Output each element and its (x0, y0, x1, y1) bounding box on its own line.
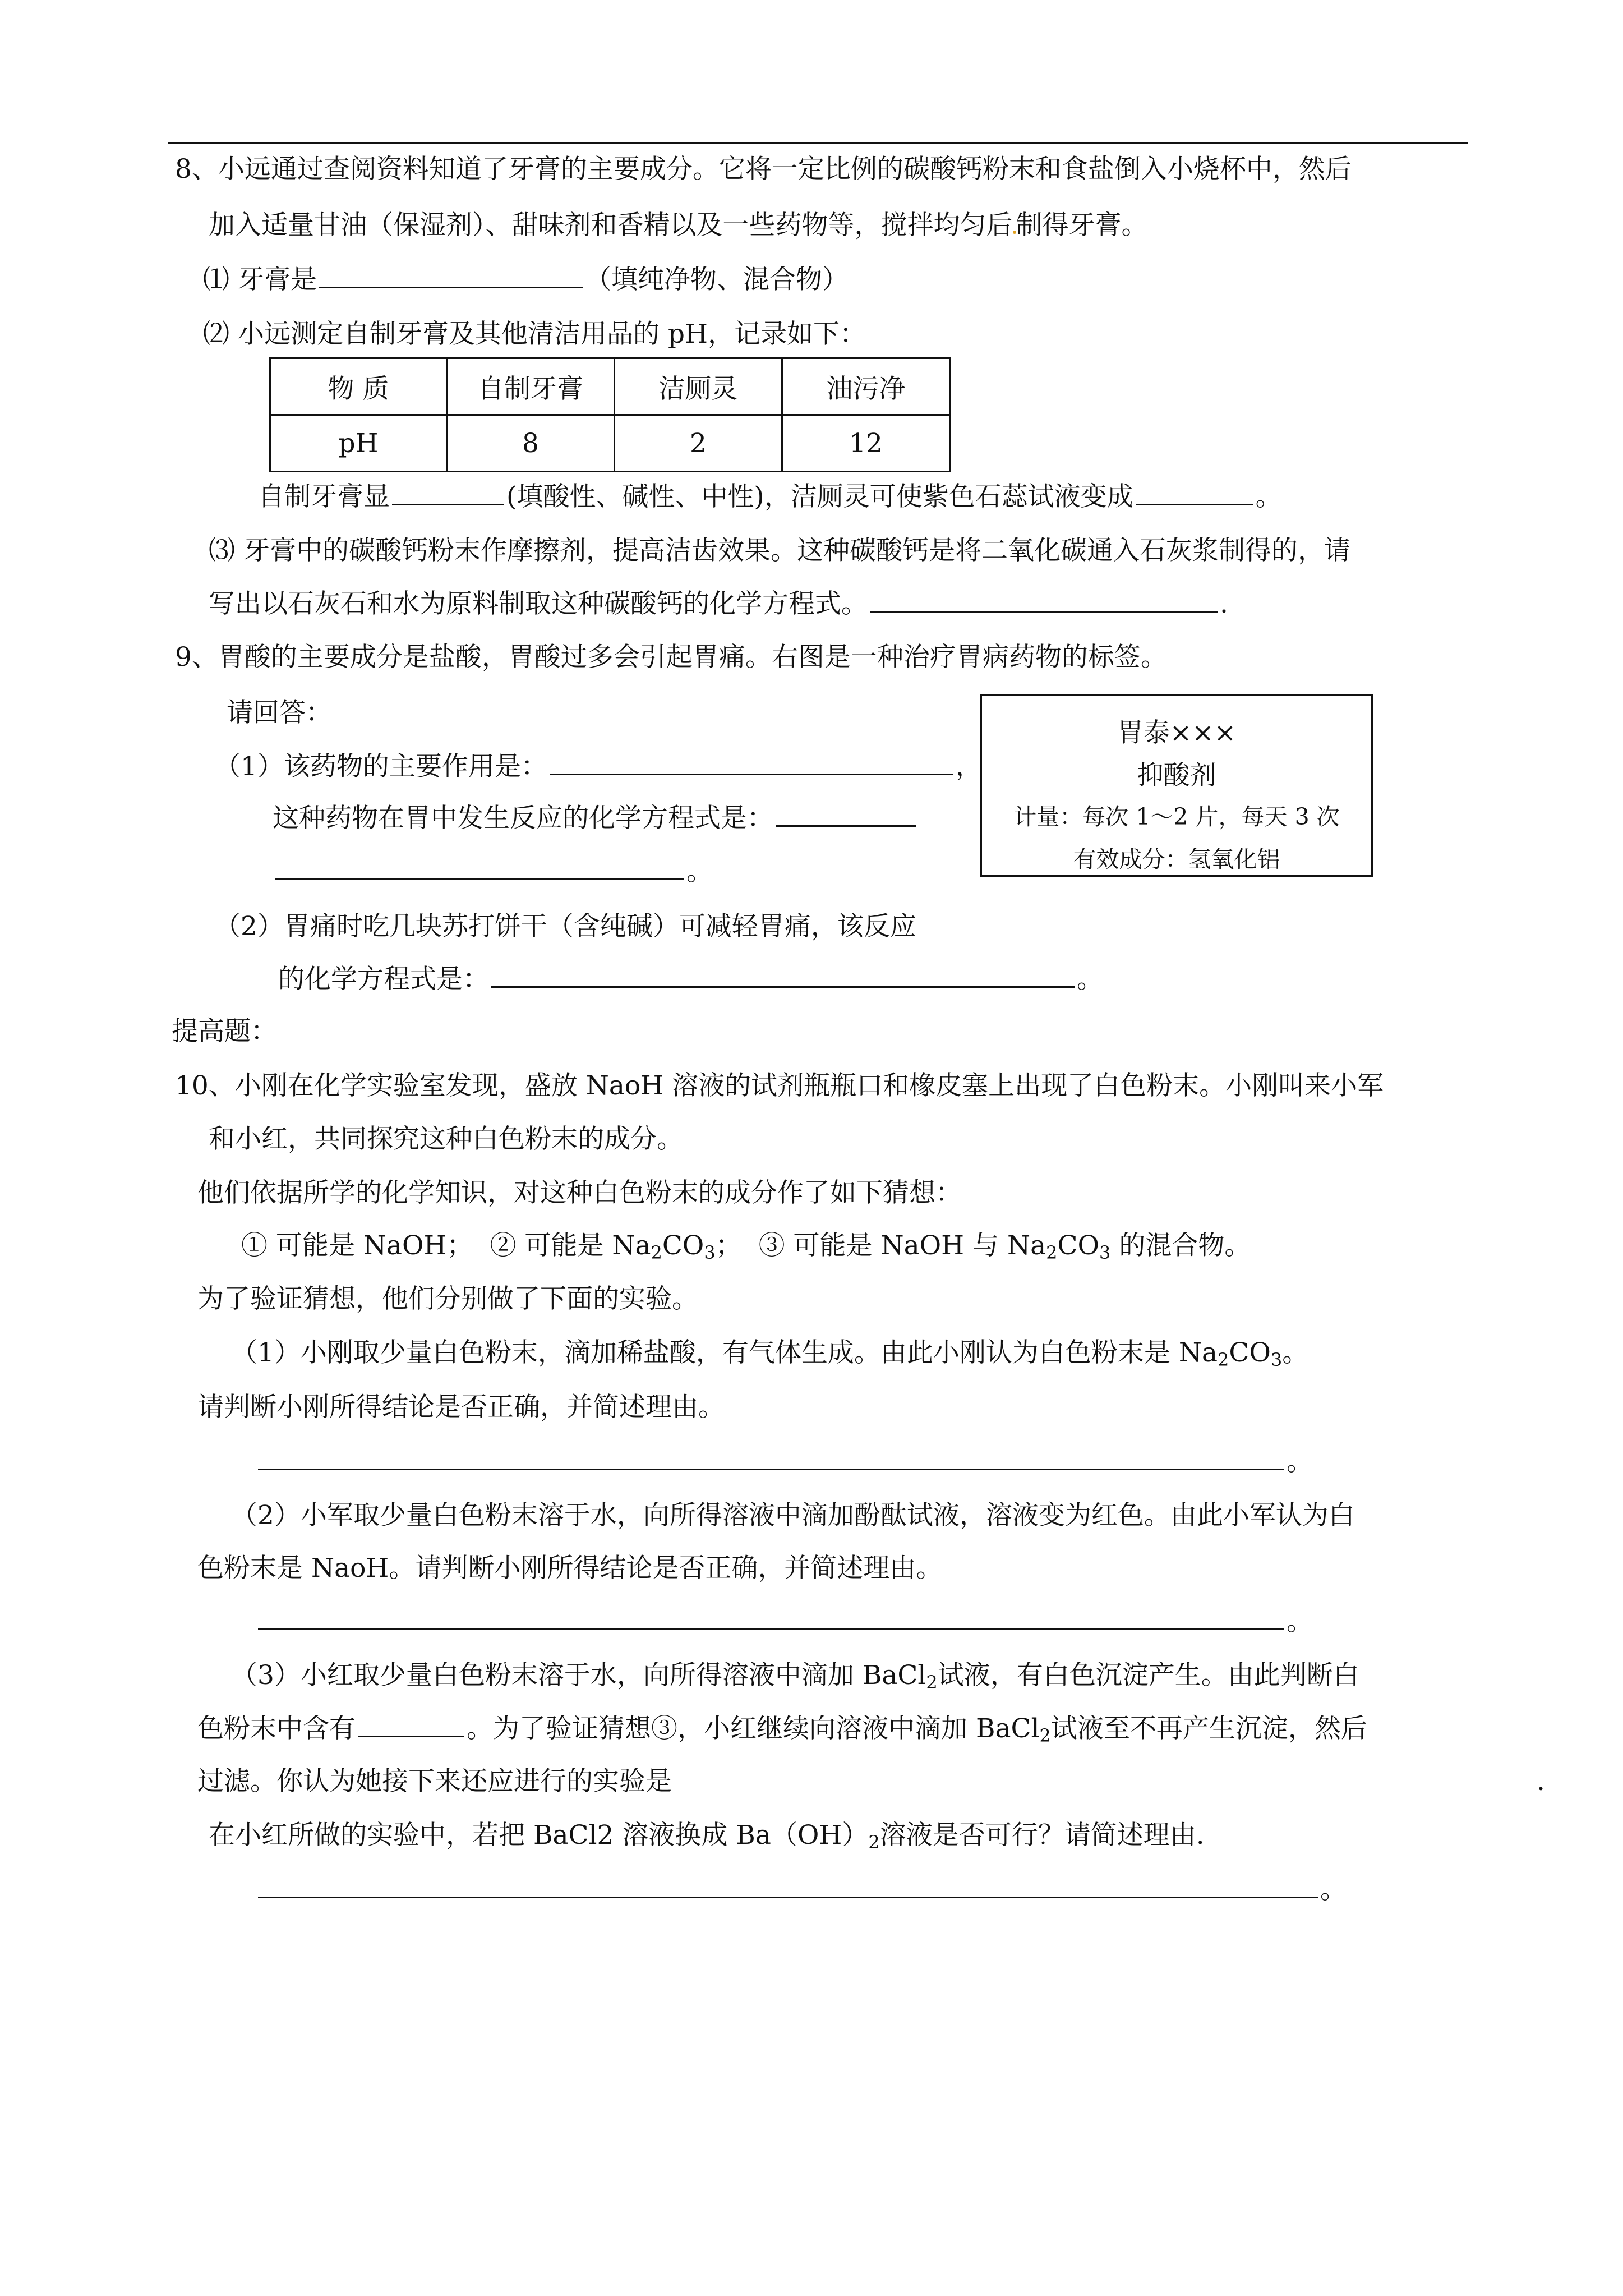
exp3-line2-end: 试液至不再产生沉淀，然后 (1050, 1713, 1367, 1744)
exp3-contains-blank[interactable] (358, 1735, 464, 1737)
table-row (270, 415, 950, 472)
medicine-label (980, 694, 1373, 877)
q10-exp3-line3: 过滤。你认为她接下来还应进行的实验是 (197, 1766, 672, 1797)
q10-exp3-line1 (231, 1660, 1359, 1693)
table-cell: 洁厕灵 (615, 358, 782, 415)
q10-exp2-answer (256, 1608, 1313, 1635)
q9-sub2-end: 。 (1077, 964, 1103, 995)
exp2-answer-end: 。 (1287, 1606, 1313, 1637)
q9-prompt: 请回答： (227, 697, 332, 728)
table-cell: 12 (782, 415, 950, 472)
medicine-name: 胃泰××× (1117, 717, 1237, 748)
table-cell: 2 (615, 415, 782, 472)
q10-exp3-line3-end: . (1537, 1766, 1545, 1797)
q9-sub1-line3 (273, 858, 713, 885)
q8-after-table-mid: (填酸性、碱性、中性)，洁厕灵可使紫色石蕊试液变成 (506, 481, 1133, 512)
exp3-text: （3）小红取少量白色粉末溶于水，向所得溶液中滴加 BaCl (231, 1660, 926, 1691)
subscript: 2 (1039, 1725, 1051, 1746)
q8-sub1-label: ⑴ 牙膏是 (203, 264, 317, 295)
q8-sub2: ⑵ 小远测定自制牙膏及其他清洁用品的 pH，记录如下： (203, 319, 866, 349)
table-row (270, 358, 950, 415)
q8-line1: 8、小远通过查阅资料知道了牙膏的主要成分。它将一定比例的碳酸钙粉末和食盐倒入小烧杯中，然后 (175, 154, 1352, 185)
medicine-dose: 计量：每次 1～2 片，每天 3 次 (1013, 803, 1340, 830)
q8-sub3-text: 写出以石灰石和水为原料制取这种碳酸钙的化学方程式。 (209, 588, 868, 619)
q8-litmus-blank[interactable] (1136, 503, 1253, 505)
exp1-text: （1）小刚取少量白色粉末，滴加稀盐酸，有气体生成。由此小刚认为白色粉末是 Na (231, 1337, 1218, 1368)
q10-line5: 为了验证猜想，他们分别做了下面的实验。 (197, 1283, 698, 1314)
subscript: 3 (1270, 1349, 1283, 1370)
q10-exp3-line2 (197, 1713, 1367, 1746)
q9-line1: 9、胃酸的主要成分是盐酸，胃酸过多会引起胃痛。右图是一种治疗胃病药物的标签。 (175, 642, 1167, 673)
q10-exp3-line4 (209, 1820, 1205, 1853)
guess-3-text: ③ 可能是 NaOH 与 Na (758, 1230, 1046, 1261)
table-cell: 8 (447, 415, 615, 472)
q10-exp1 (231, 1337, 1309, 1370)
table-cell: 物 质 (270, 358, 447, 415)
exp1-end: 。 (1282, 1337, 1309, 1368)
q8-after-table-end: 。 (1255, 481, 1282, 512)
q9-effect-blank[interactable] (550, 773, 953, 775)
q8-sub3-end: . (1220, 588, 1228, 619)
q8-paste-blank[interactable] (392, 503, 504, 505)
q8-equation-blank[interactable] (870, 610, 1218, 613)
q10-guesses (241, 1230, 1251, 1263)
ph-table (269, 357, 951, 472)
q10-exp2-line1: （2）小军取少量白色粉末溶于水，向所得溶液中滴加酚酞试液，溶液变为红色。由此小军认为白 (231, 1500, 1355, 1531)
subscript: 2 (1218, 1349, 1229, 1370)
q8-sub3-line2 (209, 588, 1228, 619)
guess-2-co: CO (662, 1230, 704, 1261)
guess-3-end: 的混合物。 (1119, 1230, 1251, 1261)
q10-exp1-answer (256, 1448, 1313, 1475)
q9-sub1-line2-text: 这种药物在胃中发生反应的化学方程式是： (273, 803, 773, 834)
guess-2: ② 可能是 $Na_2CO_3$； (490, 1230, 742, 1263)
q10-exp1-line2: 请判断小刚所得结论是否正确，并简述理由。 (197, 1392, 725, 1423)
table-cell: pH (270, 415, 447, 472)
subscript: 2 (868, 1832, 880, 1853)
top-rule (168, 142, 1468, 144)
q8-sub1-blank[interactable] (319, 286, 583, 288)
advanced-title: 提高题： (172, 1016, 277, 1047)
subscript: 3 (1099, 1242, 1111, 1263)
subscript: 2 (651, 1242, 662, 1263)
q9-sub2-text: 的化学方程式是： (278, 964, 489, 995)
medicine-ingredient: 有效成分：氢氧化铝 (1073, 846, 1280, 873)
exp1-answer-blank[interactable] (258, 1468, 1284, 1470)
q8-after-table (258, 481, 1282, 512)
q10-line3: 他们依据所学的化学知识，对这种白色粉末的成分作了如下猜想： (197, 1177, 962, 1208)
subscript: 2 (1046, 1242, 1058, 1263)
q8-line2 (209, 210, 1148, 241)
q8-sub1-hint: （填纯净物、混合物） (584, 264, 849, 295)
exp1-answer-end: 。 (1287, 1446, 1313, 1477)
q9-equation-blank-a[interactable] (776, 825, 916, 827)
exp3-text-end: 试液，有白色沉淀产生。由此判断白 (937, 1660, 1359, 1691)
subscript: 2 (926, 1672, 938, 1693)
q9-sub2-line1: （2）胃痛时吃几块苏打饼干（含纯碱）可减轻胃痛，该反应 (214, 911, 916, 942)
q9-sub1-line3-end: 。 (686, 856, 713, 887)
q9-sub1 (214, 753, 982, 780)
exp3-line4-text: 在小红所做的实验中，若把 BaCl2 溶液换成 Ba（OH） (209, 1820, 869, 1851)
q8-line2-end: 制得牙膏。 (1016, 210, 1148, 241)
table-cell: 油污净 (782, 358, 950, 415)
q8-line2-text: 加入适量甘油（保湿剂）、甜味剂和香精以及一些药物等，搅拌均匀后 (209, 210, 1013, 241)
q9-sub1-end: ， (955, 751, 982, 782)
q8-sub1 (203, 266, 849, 293)
q9-sub2-line2 (278, 964, 1103, 995)
exp2-answer-blank[interactable] (258, 1628, 1284, 1630)
q10-line1: 10、小刚在化学实验室发现，盛放 NaoH 溶液的试剂瓶瓶口和橡皮塞上出现了白色粉末。小刚叫来小军 (175, 1070, 1384, 1101)
exp1-co: CO (1229, 1337, 1271, 1368)
medicine-type: 抑酸剂 (1137, 760, 1216, 791)
q10-exp2-line2: 色粉末是 NaoH。请判断小刚所得结论是否正确，并简述理由。 (197, 1553, 943, 1584)
table-cell: 自制牙膏 (447, 358, 615, 415)
q10-line2: 和小红，共同探究这种白色粉末的成分。 (209, 1124, 683, 1154)
subscript: 3 (704, 1242, 716, 1263)
q9-sub1-line2 (273, 803, 918, 834)
guess-3 (759, 1230, 1251, 1261)
q8-sub3-line1: ⑶ 牙膏中的碳酸钙粉末作摩擦剂，提高洁齿效果。这种碳酸钙是将二氧化碳通入石灰浆制得的，请 (209, 535, 1350, 566)
q9-equation-blank-b[interactable] (275, 878, 684, 880)
q9-sub1-text: （1）该药物的主要作用是： (214, 751, 547, 782)
exp3-line4-end: 溶液是否可行？请简述理由. (879, 1820, 1205, 1851)
guess-2-text: ② 可能是 Na (490, 1230, 651, 1261)
guess-1: ① 可能是 NaOH； (241, 1230, 473, 1261)
q9-soda-equation-blank[interactable] (491, 986, 1075, 988)
q8-after-table-text: 自制牙膏显 (258, 481, 390, 512)
guess-3-co: CO (1057, 1230, 1100, 1261)
exp3-answer-blank[interactable] (258, 1896, 1318, 1898)
exp3-line2-mid: 。为了验证猜想③，小红继续向溶液中滴加 BaCl (467, 1713, 1040, 1744)
exp3-line2-text: 色粉末中含有 (197, 1713, 356, 1744)
q10-exp3-answer (256, 1876, 1347, 1903)
exp3-answer-end: 。 (1320, 1874, 1347, 1905)
